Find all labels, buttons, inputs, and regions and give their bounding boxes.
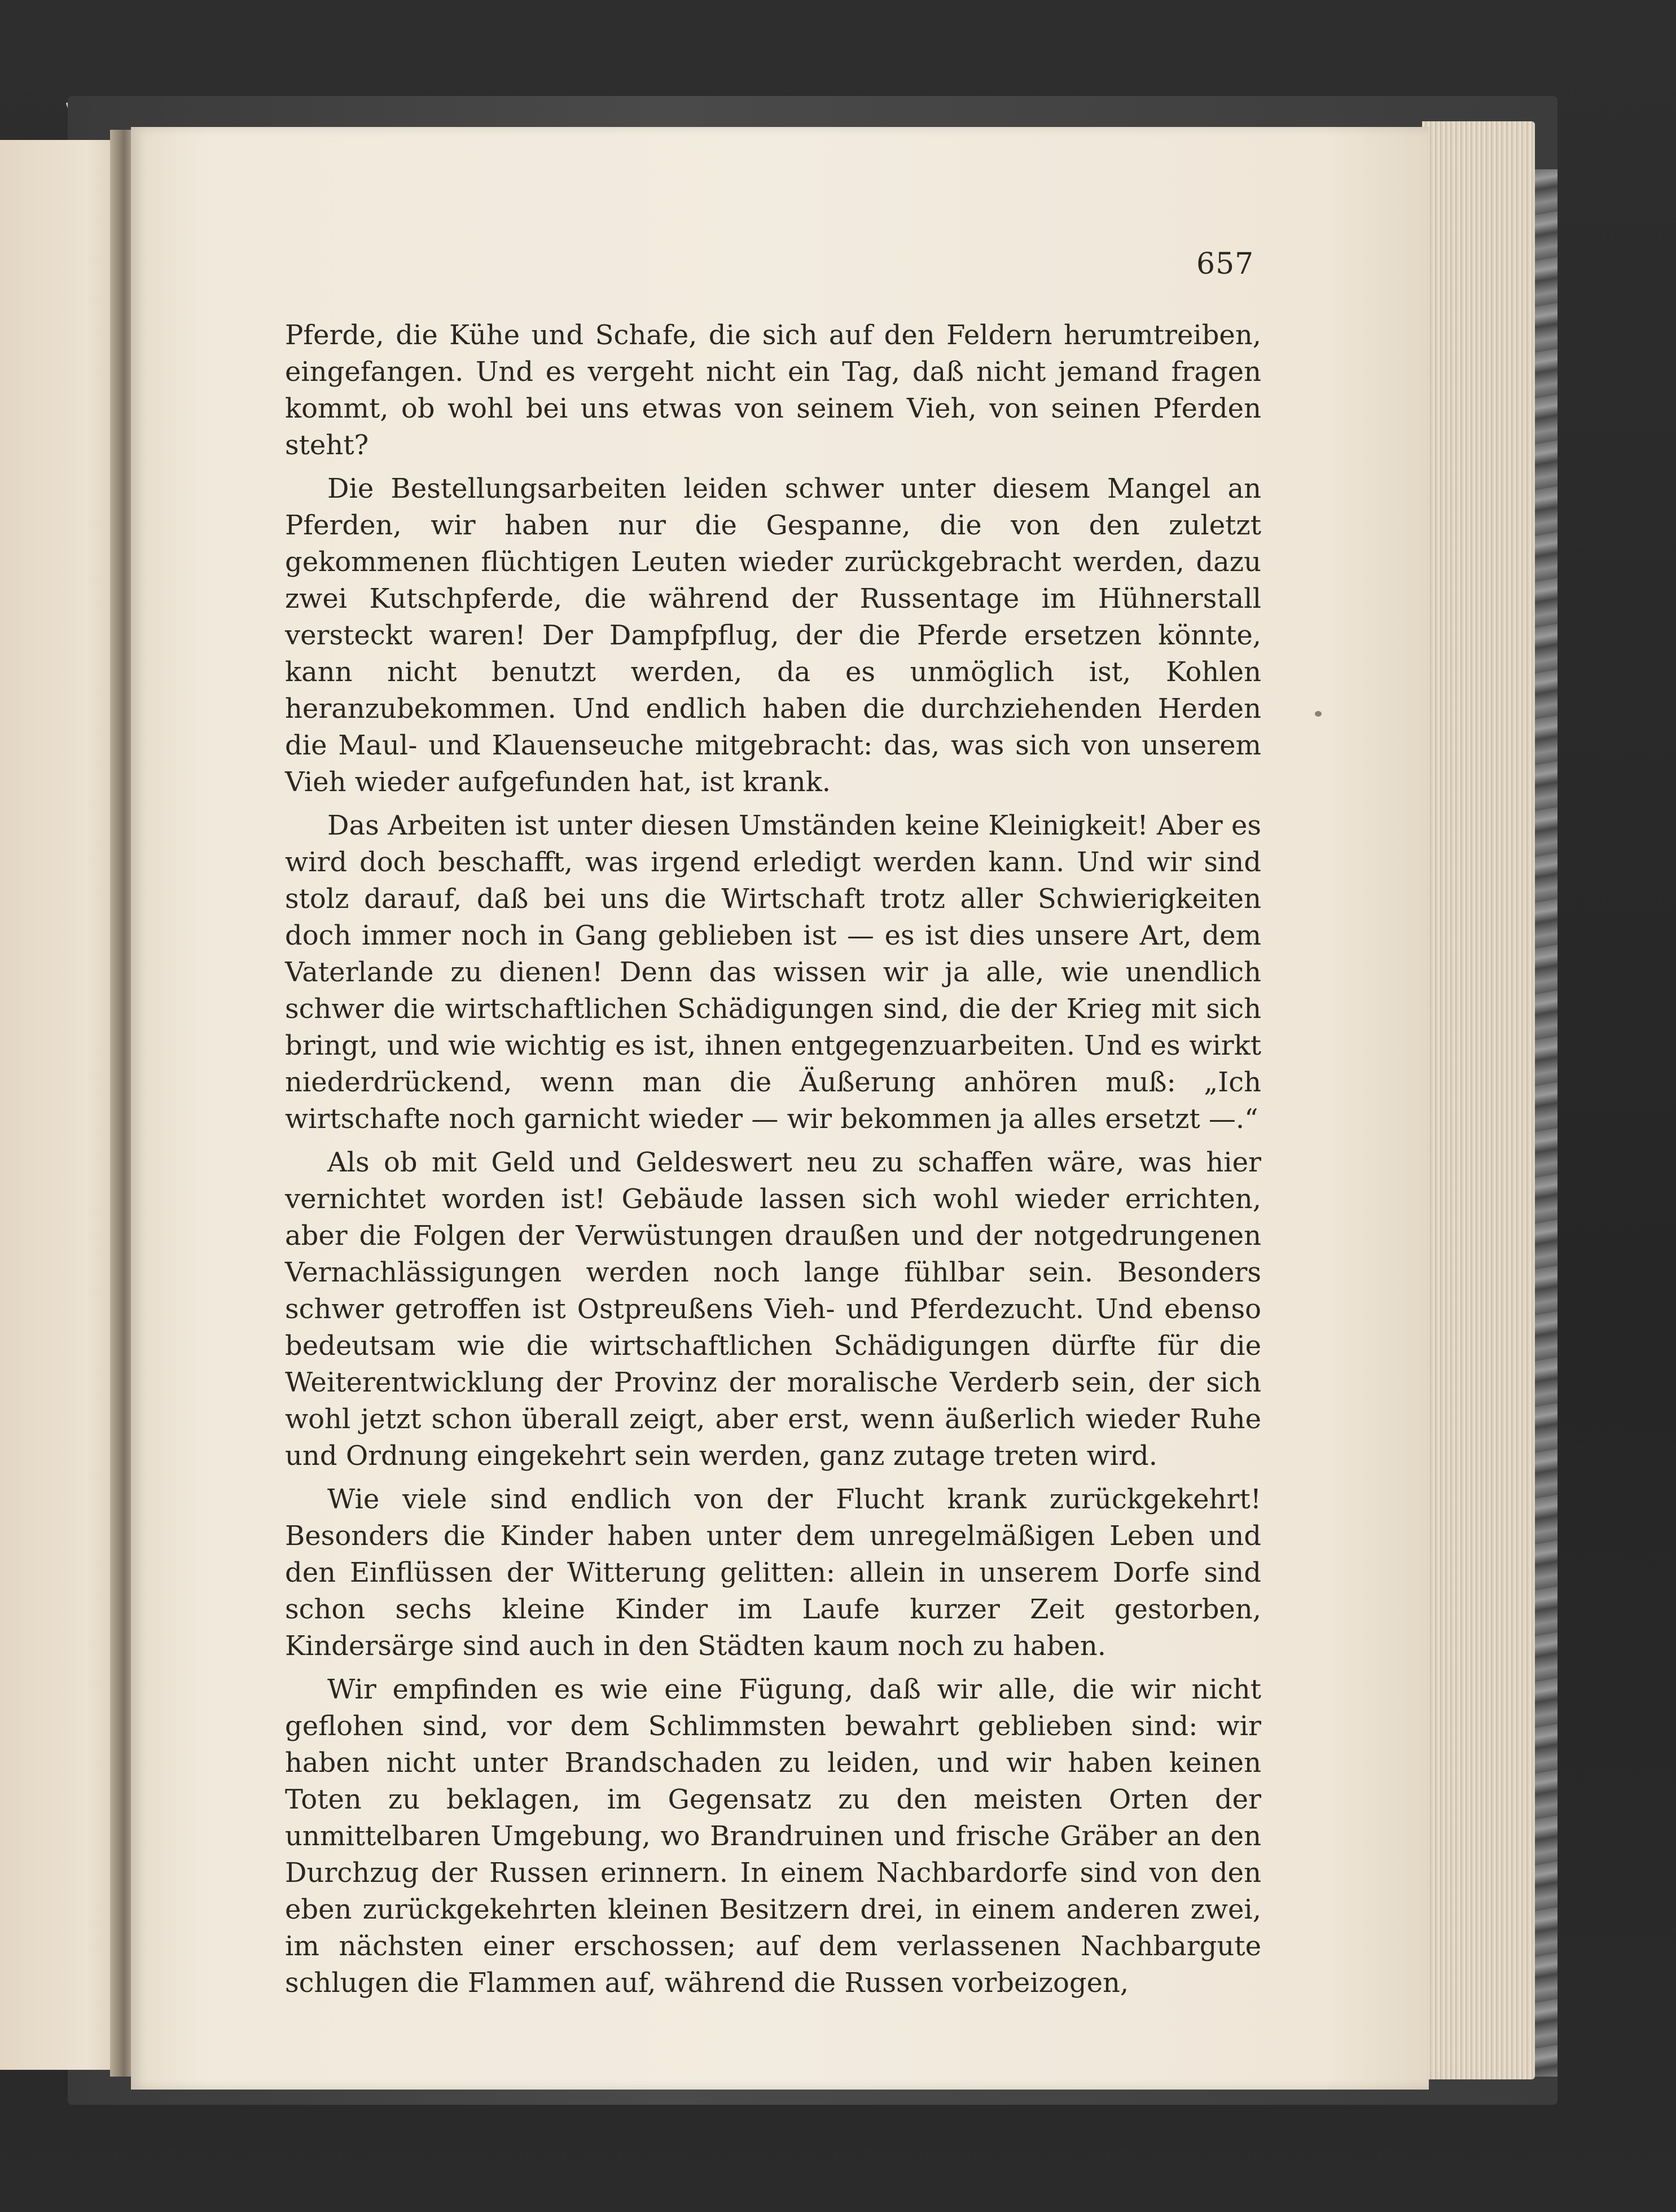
- marbled-cover-edge: [1535, 169, 1557, 2077]
- page-number: 657: [1196, 247, 1254, 281]
- paragraph: Das Arbeiten ist unter diesen Umständen keine Kleinigkeit! Aber es wird doch beschafft, was irgend erledigt werden kann. Und wir sind stolz darauf, daß bei uns die Wirtschaft trotz aller Schwierigkeiten doch immer noch in Gang geblieben ist — es ist dies unsere Art, dem Vaterlande zu dienen! Denn das wissen wir ja alle, wie unendlich schwer die wirtschaftlichen Schädigungen sind, die der Krieg mit sich bringt, und wie wichtig es ist, ihnen entgegenzuarbeiten. Und es wirkt niederdrückend, wenn man die Äußerung anhören muß: „Ich wirtschafte noch garnicht wieder — wir bekommen ja alles ersetzt —.“: [285, 810, 1261, 1135]
- paper-speck: [1315, 711, 1322, 717]
- paragraph: Die Bestellungsarbeiten leiden schwer unter diesem Mangel an Pferden, wir haben nur die Gespanne, die von den zuletzt gekommenen flüchtigen Leuten wieder zurückgebracht werden, dazu zwei Kutschpferde, die während der Russentage im Hühnerstall versteckt waren! Der Dampfpflug, der die Pferde ersetzen könnte, kann nicht benutzt werden, da es unmöglich ist, Kohlen heranzubekommen. Und endlich haben die durchziehenden Herden die Maul- und Klauenseuche mitgebracht: das, was sich von unserem Vieh wieder aufgefunden hat, ist krank.: [285, 473, 1261, 798]
- paragraph: Als ob mit Geld und Geldeswert neu zu schaffen wäre, was hier vernichtet worden ist! Gebäude lassen sich wohl wieder errichten, aber die Folgen der Verwüstungen draußen und der notgedrungenen Vernachlässigungen werden noch lange fühlbar sein. Besonders schwer getroffen ist Ostpreußens Vieh- und Pferdezucht. Und ebenso bedeutsam wie die wirtschaftlichen Schädigungen dürfte für die Weiterentwicklung der Provinz der moralische Verderb sein, der sich wohl jetzt schon überall zeigt, aber erst, wenn äußerlich wieder Ruhe und Ordnung eingekehrt sein werden, ganz zutage treten wird.: [285, 1147, 1261, 1472]
- paragraph: Pferde, die Kühe und Schafe, die sich auf den Feldern herumtreiben, eingefangen. Und es vergeht nicht ein Tag, daß nicht jemand fragen kommt, ob wohl bei uns etwas von seinem Vieh, von seinen Pferden steht?: [285, 319, 1261, 461]
- page-edges: [1422, 121, 1535, 2079]
- left-page: [0, 140, 124, 2070]
- body-text: [285, 317, 1261, 2008]
- paragraph: Wie viele sind endlich von der Flucht krank zurückgekehrt! Besonders die Kinder haben unter dem unregelmäßigen Leben und den Einflüssen der Witterung gelitten: allein in unserem Dorfe sind schon sechs kleine Kinder im Laufe kurzer Zeit gestorben, Kindersärge sind auch in den Städten kaum noch zu haben.: [285, 1484, 1261, 1662]
- paragraph: Wir empfinden es wie eine Fügung, daß wir alle, die wir nicht geflohen sind, vor dem Schlimmsten bewahrt geblieben sind: wir haben nicht unter Brandschaden zu leiden, und wir haben keinen Toten zu beklagen, im Gegensatz zu den meisten Orten der unmittelbaren Umgebung, wo Brandruinen und frische Gräber an den Durchzug der Russen erinnern. In einem Nachbardorfe sind von den eben zurückgekehrten kleinen Besitzern drei, in einem anderen zwei, im nächsten einer erschossen; auf dem verlassenen Nachbargute schlugen die Flammen auf, während die Russen vorbeizogen,: [285, 1674, 1261, 1999]
